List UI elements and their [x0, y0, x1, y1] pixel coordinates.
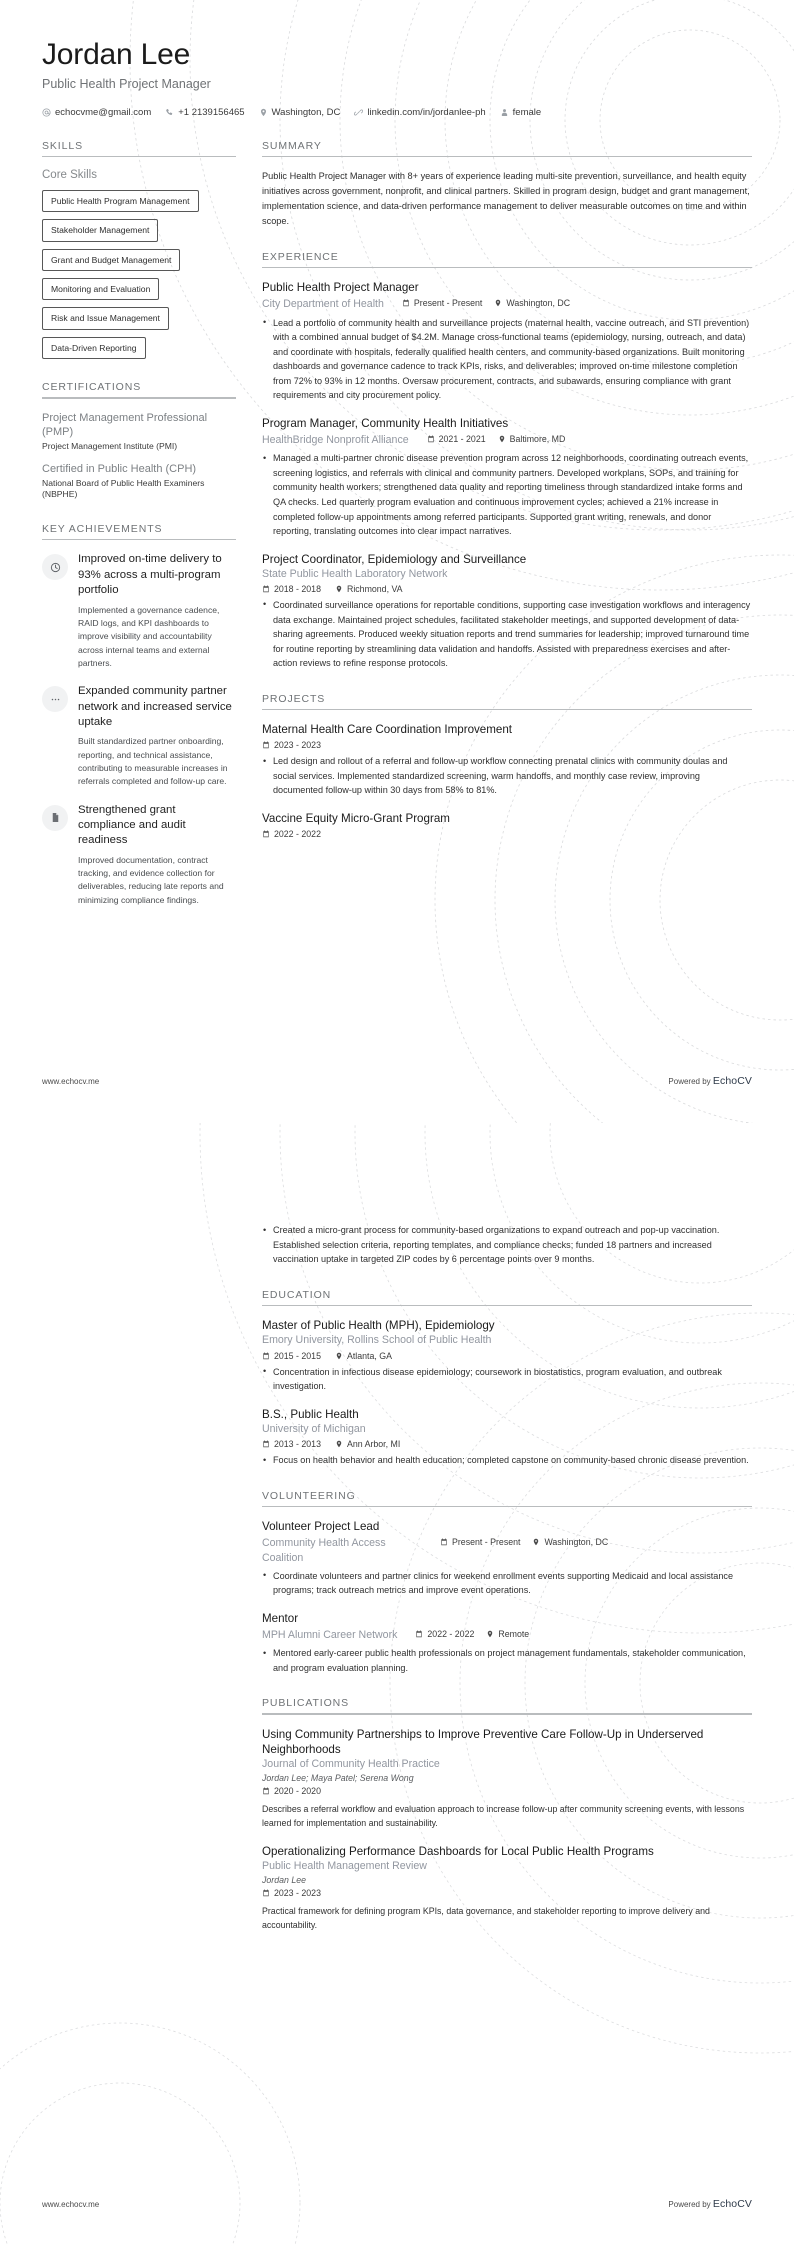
section-summary — [262, 140, 752, 229]
volunteering-organization: MPH Alumni Career Network — [262, 1629, 398, 1641]
volunteering-title: Volunteer Project Lead — [262, 1520, 380, 1534]
projects-heading: PROJECTS — [262, 692, 326, 705]
email-icon — [42, 108, 51, 117]
footer-powered-by-label: Powered by — [668, 1077, 713, 1086]
section-experience — [262, 251, 752, 671]
calendar-icon — [415, 1630, 423, 1638]
section-projects — [262, 693, 752, 839]
resume-page2-columns — [0, 1123, 794, 1954]
section-publications — [262, 1697, 752, 1932]
certification-name: Certified in Public Health (CPH) — [42, 463, 197, 476]
publication-journal: Public Health Management Review — [262, 1859, 427, 1872]
publication-entry — [262, 1727, 752, 1831]
contact-linkedin-text: linkedin.com/in/jordanlee-ph — [367, 106, 486, 118]
achievement-title: Improved on-time delivery to 93% across a multi-program portfolio — [78, 553, 222, 597]
volunteering-bullets — [262, 1646, 752, 1675]
skills-rule — [42, 156, 236, 158]
experience-entry — [262, 416, 752, 539]
experience-organization: HealthBridge Nonprofit Alliance — [262, 434, 409, 447]
volunteering-entry — [262, 1519, 752, 1598]
page-footer — [0, 1075, 794, 1087]
project-bullets — [262, 754, 752, 798]
skill-chip[interactable]: Public Health Program Management — [42, 190, 199, 212]
publication-entry — [262, 1844, 752, 1932]
bullet: • Lead a portfolio of community health and surveillance projects (maternal health, vaccine outreach, and STI prevention) with a combined annual budget of $4.2M. Manage cross-functional teams (epidemiology, nursing, outreach, and data) and coordinate with hospitals, federally qualified health centers, and community-based organizations. Built monitoring dashboards and governance cadence to track KPIs, risks, and deliverables; improved on-time milestone completion from 72% to 93% in 12 months. Oversaw procurement, contracts, and subawards, ensuring compliance with grant requirements and city procurement policy. — [262, 316, 752, 403]
experience-location: Washington, DC — [494, 298, 570, 308]
calendar-icon — [262, 741, 270, 749]
bullet: • Led design and rollout of a referral and follow-up workflow connecting prenatal clinics with community doulas and social services. Implemented standardized screening, warm handoffs, and monthly case review, improving documented follow-up within 30 days from 58% to 81%. — [262, 754, 752, 798]
education-bullets — [262, 1365, 752, 1394]
section-certifications — [42, 381, 236, 501]
location-pin-icon — [532, 1538, 540, 1546]
resume-header — [0, 0, 794, 118]
achievement-description: Implemented a governance cadence, RAID logs, and KPI dashboards to improve visibility and accountability across internal teams and external partners. — [78, 604, 220, 668]
calendar-icon — [262, 830, 270, 838]
experience-dates: 2018 - 2018 — [262, 584, 321, 594]
publication-dates: 2020 - 2020 — [262, 1786, 321, 1796]
volunteering-organization: Community Health Access Coalition — [262, 1537, 386, 1564]
location-pin-icon — [494, 299, 502, 307]
section-projects-continued — [262, 1223, 752, 1267]
ellipsis-icon — [42, 686, 68, 712]
location-pin-icon — [259, 108, 268, 117]
resume-body-columns — [0, 118, 794, 930]
main-column-page2 — [262, 1145, 752, 1954]
footer-brand-name: EchoCV — [712, 1075, 752, 1087]
education-dates: 2013 - 2013 — [262, 1439, 321, 1449]
certification-issuer: National Board of Public Health Examiners (NBPHE) — [42, 477, 205, 500]
education-school: Emory University, Rollins School of Public Health — [262, 1334, 492, 1347]
calendar-icon — [262, 1352, 270, 1360]
experience-dates: Present - Present — [402, 298, 482, 308]
publication-title: Operationalizing Performance Dashboards for Local Public Health Programs — [262, 1844, 654, 1858]
education-entry — [262, 1407, 752, 1468]
contact-email-text: echocvme@gmail.com — [55, 106, 152, 118]
publication-authors: Jordan Lee; Maya Patel; Serena Wong — [262, 1773, 414, 1784]
main-column — [262, 140, 752, 862]
location-pin-icon — [498, 435, 506, 443]
project-dates: 2023 - 2023 — [262, 740, 321, 750]
project-dates: 2022 - 2022 — [262, 829, 321, 839]
education-location: Ann Arbor, MI — [335, 1439, 400, 1449]
skill-chip[interactable]: Grant and Budget Management — [42, 249, 180, 271]
footer-powered-by-label: Powered by — [668, 2200, 713, 2209]
experience-entry — [262, 280, 752, 403]
experience-organization: State Public Health Laboratory Network — [262, 567, 448, 580]
skill-chip[interactable]: Risk and Issue Management — [42, 307, 169, 329]
volunteering-dates: 2022 - 2022 — [415, 1629, 474, 1639]
section-volunteering — [262, 1490, 752, 1676]
clock-icon — [42, 554, 68, 580]
project-bullets-continued — [262, 1223, 752, 1267]
experience-location: Baltimore, MD — [498, 434, 566, 444]
certification-item — [42, 411, 236, 453]
experience-title: Project Coordinator, Epidemiology and Surveillance — [262, 552, 527, 566]
projects-rule — [262, 709, 752, 711]
certifications-heading: CERTIFICATIONS — [42, 380, 142, 393]
sidebar-column — [42, 140, 236, 930]
achievement-item — [42, 684, 236, 788]
skills-group-label: Core Skills — [42, 169, 97, 182]
achievement-title: Strengthened grant compliance and audit readiness — [78, 803, 186, 847]
experience-heading: EXPERIENCE — [262, 250, 339, 263]
location-pin-icon — [335, 585, 343, 593]
calendar-icon — [262, 1889, 270, 1897]
education-heading: EDUCATION — [262, 1288, 332, 1301]
experience-dates: 2021 - 2021 — [427, 434, 486, 444]
contact-phone[interactable] — [165, 107, 244, 118]
contact-gender — [500, 107, 542, 118]
calendar-icon — [262, 1787, 270, 1795]
achievements-rule — [42, 539, 236, 541]
calendar-icon — [262, 585, 270, 593]
footer-website[interactable]: www.echocv.me — [42, 2199, 100, 2209]
education-degree: B.S., Public Health — [262, 1407, 359, 1421]
bullet: • Created a micro-grant process for community-based organizations to expand outreach and pop-up vaccination. Established selection criteria, reporting templates, and compliance checks; funded 18 partners and increased vaccination uptake in targeted ZIP codes by 6 percentage points over 9 months. — [262, 1223, 752, 1267]
certification-issuer: Project Management Institute (PMI) — [42, 440, 178, 451]
volunteering-bullets — [262, 1569, 752, 1598]
publication-authors: Jordan Lee — [262, 1874, 307, 1885]
project-title: Vaccine Equity Micro-Grant Program — [262, 811, 450, 825]
experience-bullets — [262, 316, 752, 403]
education-location: Atlanta, GA — [335, 1351, 392, 1361]
page-footer — [0, 2198, 794, 2210]
footer-brand-name: EchoCV — [712, 2198, 752, 2210]
publication-journal: Journal of Community Health Practice — [262, 1758, 440, 1771]
achievement-description: Built standardized partner onboarding, reporting, and technical assistance, contributing to measurable increases in referrals completed and follow-up care. — [78, 736, 228, 787]
volunteering-entry — [262, 1611, 752, 1675]
volunteering-title: Mentor — [262, 1611, 299, 1625]
volunteering-rule — [262, 1506, 752, 1508]
education-degree: Master of Public Health (MPH), Epidemiology — [262, 1319, 495, 1333]
calendar-icon — [427, 435, 435, 443]
skill-chip[interactable]: Monitoring and Evaluation — [42, 278, 159, 300]
calendar-icon — [262, 1440, 270, 1448]
section-key-achievements — [42, 523, 236, 907]
volunteering-location: Remote — [486, 1629, 529, 1639]
experience-title: Program Manager, Community Health Initiatives — [262, 416, 509, 430]
education-rule — [262, 1305, 752, 1307]
achievements-heading: KEY ACHIEVEMENTS — [42, 522, 163, 535]
project-entry — [262, 811, 752, 839]
project-title: Maternal Health Care Coordination Improvement — [262, 723, 513, 737]
summary-text: Public Health Project Manager with 8+ years of experience leading multi-site prevention, surveillance, and health equity initiatives across government, nonprofit, and clinical partners. Skilled in program design, budget and grant management, implementation science, and data-driven performance management to deliver measurable outcomes on time and within scope. — [262, 171, 750, 226]
experience-rule — [262, 267, 752, 269]
skill-chip[interactable]: Data-Driven Reporting — [42, 337, 146, 359]
skill-chip[interactable]: Stakeholder Management — [42, 219, 158, 241]
experience-entry — [262, 552, 752, 671]
bullet: • Coordinated surveillance operations for reportable conditions, supporting case investigation workflows and interagency data exchange. Maintained project schedules, facilitated stakeholder meetings, and supported development of data-sharing agreements. Produced weekly situation reports and trend summaries for leadership; improved turnaround time for routine reporting by streamlining data validation and handoffs. Assisted with preparedness exercises and after-action reviews to refine response protocols. — [262, 598, 752, 671]
experience-location: Richmond, VA — [335, 584, 403, 594]
experience-title: Public Health Project Manager — [262, 281, 419, 295]
contact-email[interactable] — [42, 107, 151, 118]
contact-location-text: Washington, DC — [271, 106, 341, 118]
section-skills — [42, 140, 236, 359]
person-icon — [500, 108, 509, 117]
bullet: • Focus on health behavior and health education; completed capstone on community-based chronic disease prevention. — [262, 1453, 752, 1468]
document-icon — [42, 805, 68, 831]
project-entry — [262, 722, 752, 798]
contact-gender-text: female — [512, 106, 542, 118]
volunteering-location: Washington, DC — [532, 1537, 608, 1547]
bullet: • Concentration in infectious disease epidemiology; coursework in biostatistics, program evaluation, and outbreak investigation. — [262, 1365, 752, 1394]
publications-heading: PUBLICATIONS — [262, 1697, 350, 1710]
achievement-item — [42, 803, 236, 907]
publication-title: Using Community Partnerships to Improve Preventive Care Follow-Up in Underserved Neighborhoods — [262, 1727, 704, 1757]
experience-bullets — [262, 598, 752, 671]
education-entry — [262, 1318, 752, 1393]
summary-rule — [262, 156, 752, 158]
education-bullets — [262, 1453, 752, 1468]
location-pin-icon — [335, 1352, 343, 1360]
location-pin-icon — [335, 1440, 343, 1448]
footer-brand — [668, 1075, 752, 1087]
bullet: • Mentored early-career public health professionals on project management fundamentals, stakeholder communication, and program evaluation planning. — [262, 1646, 752, 1675]
location-pin-icon — [486, 1630, 494, 1638]
calendar-icon — [440, 1538, 448, 1546]
footer-website[interactable]: www.echocv.me — [42, 1076, 100, 1086]
contact-info-row — [42, 107, 752, 118]
certification-item — [42, 462, 236, 501]
contact-location — [259, 107, 341, 118]
footer-brand — [668, 2198, 752, 2210]
publication-description: Practical framework for defining program KPIs, data governance, and stakeholder reporting to improve delivery and accountability. — [262, 1905, 710, 1930]
education-school: University of Michigan — [262, 1422, 366, 1435]
certification-name: Project Management Professional (PMP) — [42, 411, 208, 439]
volunteering-dates: Present - Present — [440, 1537, 520, 1547]
experience-bullets — [262, 451, 752, 538]
calendar-icon — [402, 299, 410, 307]
education-dates: 2015 - 2015 — [262, 1351, 321, 1361]
volunteering-heading: VOLUNTEERING — [262, 1489, 356, 1502]
bullet: • Coordinate volunteers and partner clinics for weekend enrollment events supporting Medicaid and local assistance programs; track outreach metrics and improve event operations. — [262, 1569, 752, 1598]
page2-top-spacer — [262, 1145, 752, 1219]
certifications-rule — [42, 397, 236, 399]
resume-page-2 — [0, 1123, 794, 2246]
publication-description: Describes a referral workflow and evaluation approach to increase follow-up after community screening events, with lessons learned for implementation and sustainability. — [262, 1804, 745, 1829]
contact-linkedin[interactable] — [354, 107, 485, 118]
publications-rule — [262, 1713, 752, 1715]
phone-icon — [165, 108, 174, 117]
candidate-name: Jordan Lee — [42, 38, 191, 71]
section-education — [262, 1289, 752, 1468]
achievement-item — [42, 552, 236, 670]
achievement-description: Improved documentation, contract tracking, and evidence collection for deliverables, reducing late reports and minimizing compliance findings. — [78, 854, 224, 905]
candidate-job-title: Public Health Project Manager — [42, 76, 211, 91]
skills-heading: SKILLS — [42, 139, 84, 152]
achievement-title: Expanded community partner network and increased service uptake — [78, 685, 232, 728]
bullet: • Managed a multi-partner chronic disease prevention program across 12 neighborhoods, coordinating outreach events, screening logistics, and referrals with clinical and community partners. Developed workplans, SOPs, and training for community health workers; strengthened data quality and reporting timeliness through standardized intake forms and QA checks. Led quarterly program evaluation and continuous improvement cycles; achieved a 21% increase in completed follow-up appointments among referred participants. Supported grant writing, renewals, and donor reporting, translating outcomes into clear impact narratives. — [262, 451, 752, 538]
summary-heading: SUMMARY — [262, 139, 322, 152]
publication-dates: 2023 - 2023 — [262, 1888, 321, 1898]
contact-phone-text: +1 2139156465 — [178, 106, 245, 118]
link-icon — [354, 108, 363, 117]
experience-organization: City Department of Health — [262, 298, 384, 311]
